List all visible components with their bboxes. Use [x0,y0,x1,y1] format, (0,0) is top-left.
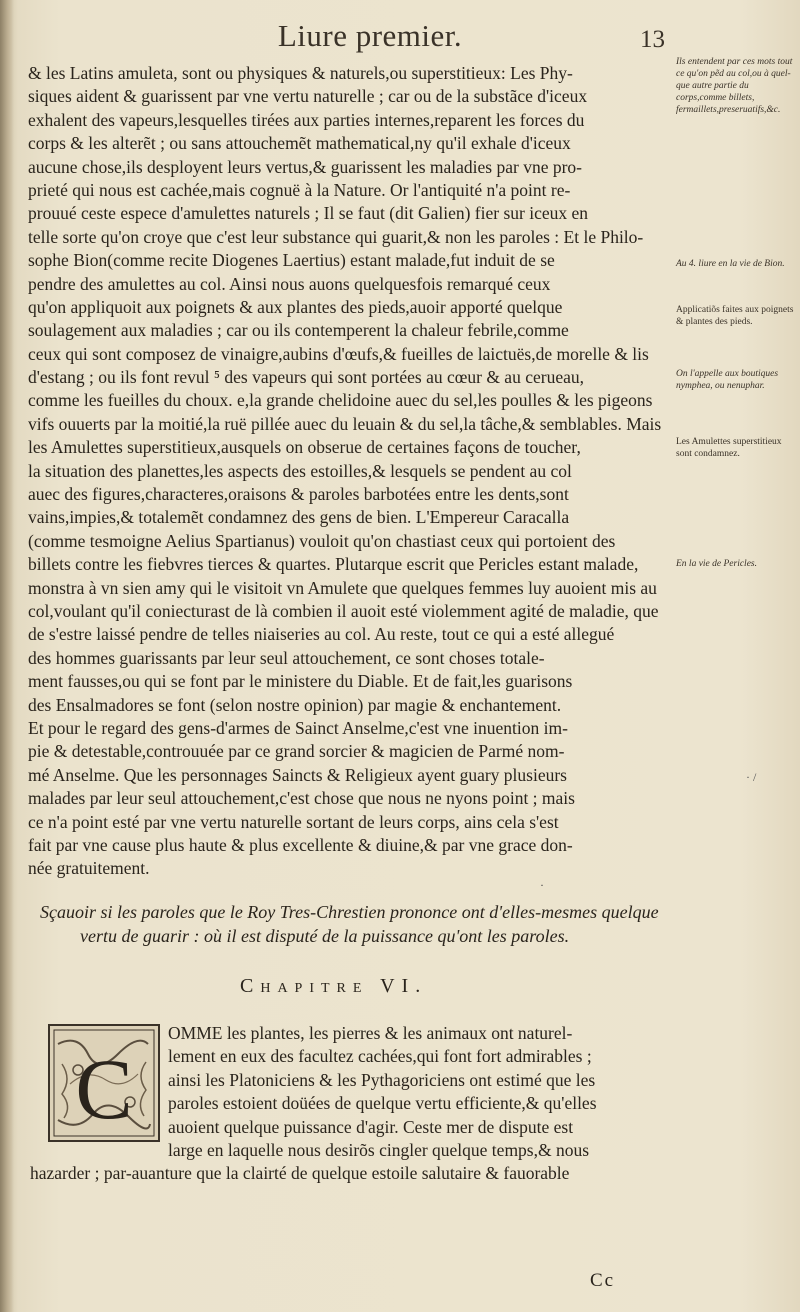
text-line: pendre des amulettes au col. Ainsi nous auons quelquesfois remarqué ceux [28,273,551,294]
subject-line: Sçauoir si les paroles que le Roy Tres-Chrestien prononce ont d'elles-mesmes quelque [40,902,659,922]
chapter-text-block [30,1022,670,1186]
chapter-heading: Chapitre VI. [240,975,428,997]
text-line: prouué ceste espece d'amulettes naturels ; Il se faut (dit Galien) fier sur iceux en [28,203,589,224]
margin-note: Au 4. liure en la vie de Bion. [676,259,785,269]
text-line: qu'on appliquoit aux poignets & aux plantes des pieds,auoir apporté quelque [28,296,563,317]
text-line: lement en eux des facultez cachées,qui font fort admirables ; [168,1046,592,1067]
text-line: paroles estoient doüées de quelque vertu efficiente,& qu'elles [168,1093,597,1114]
subject-line: vertu de guarir : où il est disputé de la puissance qu'ont les paroles. [80,926,570,946]
text-line: ceux qui sont composez de vinaigre,aubins d'œufs,& fueilles de laictuës,de morelle & lis [28,343,649,364]
page-number: 13 [640,26,665,53]
text-line: siques aident & guarissent par vne vertu naturelle ; car ou de la substãce d'iceux [28,86,588,107]
text-line: ment fausses,ou qui se font par le ministere du Diable. Et de fait,les guarisons [28,671,573,692]
text-line: telle sorte qu'on croye que c'est leur substance qui guarit,& non les paroles : Et le Philo- [28,226,644,247]
gutter-shadow [0,0,14,1312]
text-line: Et pour le regard des gens-d'armes de Sainct Anselme,c'est vne inuention im- [28,717,568,738]
text-line: exhalent des vapeurs,lesquelles tirées aux parties internes,reparent les forces du [28,109,585,130]
text-line: billets contre les fiebvres tierces & quartes. Plutarque escrit que Pericles estant malade, [28,554,639,575]
margin-note: Ils entendent par ces mots tout ce qu'on pẽd au col,ou à quel-que autre partie du corps,comme billets, fermaillets,preseruatifs,&c. [676,57,793,115]
margin-note: Applicatiõs faites aux poignets & plantes des pieds. [676,305,794,327]
text-line: pie & detestable,controuuée par ce grand sorcier & magicien de Parmé nom- [28,741,565,762]
text-line: large en laquelle nous desirõs cingler quelque temps,& nous [168,1139,590,1160]
text-line: sophe Bion(comme recite Diogenes Laertius) estant malade,fut induit de se [28,250,555,271]
text-line: monstra à vn sien amy qui le visitoit vn Amulete que quelques femmes luy auoient mis au [28,577,657,598]
text-line: soulagement aux maladies ; car ou ils contemperent la chaleur febrile,comme [28,320,569,341]
margin-note: On l'appelle aux boutiques nymphea, ou nenuphar. [676,369,779,391]
text-line: ainsi les Platoniciens & les Pythagoriciens ont estimé que les [168,1069,596,1090]
text-line: malades par leur seul attouchement,c'est chose que nous ne nyons point ; mais [28,788,575,809]
text-line: d'estang ; ou ils font revul ⁵ des vapeurs qui sont portées au cœur & au cerueau, [28,367,584,388]
text-line: auec des figures,characteres,oraisons & paroles barbotées entre les dents,sont [28,484,569,505]
text-line: prieté qui nous est cachée,mais cognuë à la Nature. Or l'antiquité n'a point re- [28,179,571,200]
text-line: la situation des planettes,les aspects des estoilles,& lesquels se pendent au col [28,460,572,481]
text-line: corps & les alterẽt ; ou sans attouchemẽt mathematical,ny qu'il exhale d'iceux [28,133,571,154]
text-line: mé Anselme. Que les personnages Saincts & Religieux ayent guary plusieurs [28,764,567,785]
text-line: née gratuitement. [28,858,150,879]
text-line: col,voulant qu'il coniecturast de là combien il auoit esté violemment agité de maladie, que [28,600,659,621]
text-line: vains,impies,& totalemẽt condamnez des gens de bien. L'Empereur Caracalla [28,507,570,528]
text-line: de s'estre laissé pendre de telles niaiseries au col. Au reste, tout ce qui a esté allegué [28,624,615,645]
text-line: ce n'a point esté par vne vertu naturelle sortant de leurs corps, ains cela s'est [28,811,559,832]
chapter-subject [40,900,660,948]
text-line: auoient quelque puissance d'agir. Ceste mer de dispute est [168,1116,574,1137]
svg-text:C: C [75,1041,133,1137]
text-line: des Ensalmadores se font (selon nostre opinion) par magie & enchantement. [28,694,562,715]
text-line: des hommes guarissants par leur seul attouchement, ce sont choses totale- [28,647,545,668]
catchword: Cc [590,1270,616,1291]
text-line: aucune chose,ils desployent leurs vertus,& guarissent les maladies par vne pro- [28,156,583,177]
margin-note: En la vie de Pericles. [676,559,757,569]
text-line: (comme tesmoigne Aelius Spartianus) vouloit qu'on chastiast ceux qui portoient des [28,530,616,551]
text-line: & les Latins amuleta, sont ou physiques & naturels,ou superstitieux: Les Phy- [28,63,573,83]
margin-note: Les Amulettes superstitieux sont condamnez. [676,437,782,459]
text-line: comme les fueilles du choux. e,la grande chelidoine auec du sel,les poulles & les pigeons [28,390,653,411]
stray-mark: · / [746,770,757,784]
text-line: hazarder ; par-auanture que la clairté de quelque estoile salutaire & fauorable [30,1163,570,1184]
running-header: Liure premier. [277,18,463,53]
stray-mark: · [540,878,544,892]
text-line: vifs ouuerts par la moitié,la ruë pillée auec du leuain & du sel,la tâche,& semblables. Mais [28,413,662,434]
text-line: fait par vne cause plus haute & plus excellente & diuine,& par vne grace don- [28,834,573,855]
text-line: OMME les plantes, les pierres & les animaux ont naturel- [168,1023,573,1043]
main-text-block [28,62,670,881]
text-line: les Amulettes superstitieux,ausquels on obserue de certaines façons de toucher, [28,437,581,458]
